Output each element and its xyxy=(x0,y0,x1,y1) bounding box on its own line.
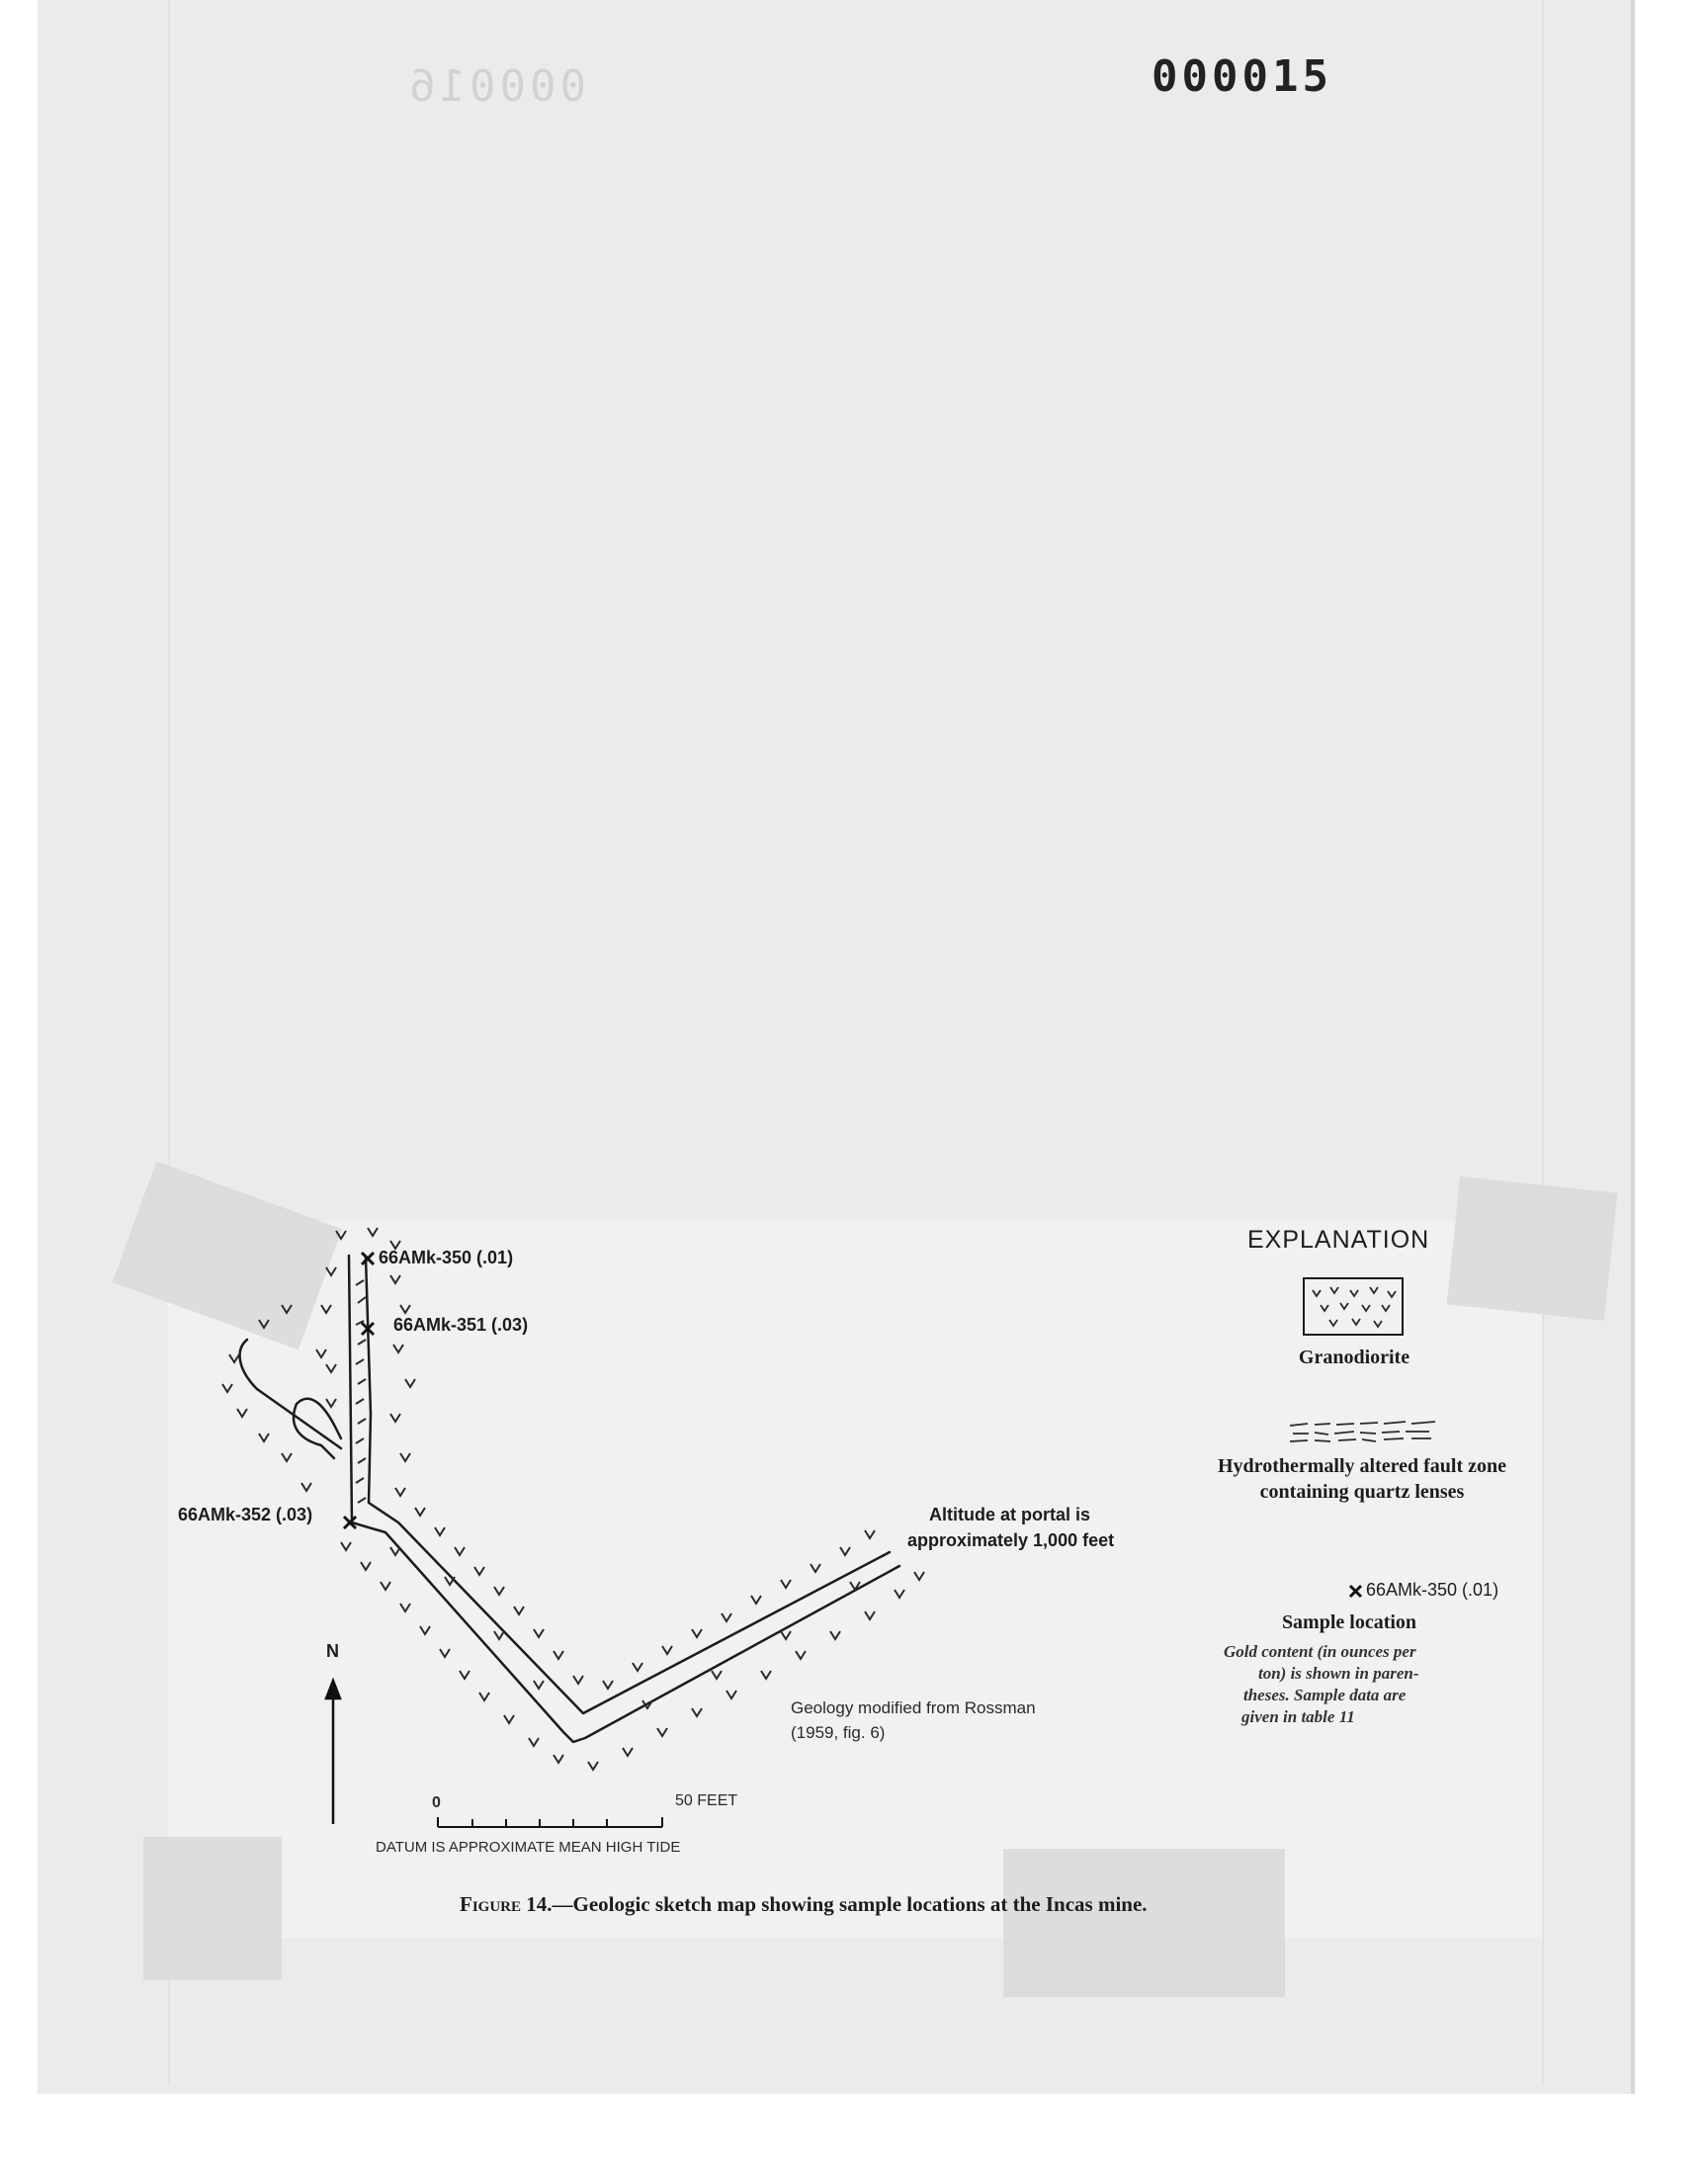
branch-outline xyxy=(240,1340,341,1448)
sample-location-title: Sample location xyxy=(1281,1611,1417,1633)
branch-outline xyxy=(294,1399,341,1458)
figure-label: Figure 14. xyxy=(460,1892,553,1916)
fault-zone-label-line2: containing quartz lenses xyxy=(1259,1481,1465,1503)
sample-example-label: 66AMk-350 (.01) xyxy=(1366,1580,1499,1600)
bleed-through-page-number: 000016 xyxy=(405,61,586,112)
fault-zone-legend-swatch xyxy=(1290,1422,1435,1441)
scale-zero: 0 xyxy=(432,1794,441,1811)
sample-location-icon xyxy=(1350,1586,1361,1597)
sample-label: 66AMk-352 (.03) xyxy=(178,1505,313,1524)
granodiorite-legend-swatch xyxy=(1304,1278,1403,1335)
portal-note-line1: Altitude at portal is xyxy=(929,1505,1091,1524)
sample-desc-line: Gold content (in ounces per xyxy=(1224,1642,1416,1661)
scale-bar xyxy=(438,1817,662,1827)
sample-desc-line: given in table 11 xyxy=(1241,1707,1355,1726)
north-label: N xyxy=(326,1641,339,1661)
north-arrow-icon xyxy=(326,1681,340,1824)
source-note-line1: Geology modified from Rossman xyxy=(791,1698,1036,1717)
fault-zone-label-line1: Hydrothermally altered fault zone xyxy=(1218,1455,1506,1477)
granodiorite-pattern xyxy=(222,1228,924,1770)
page-number: 000015 xyxy=(1152,51,1332,102)
sample-label: 66AMk-350 (.01) xyxy=(379,1248,514,1267)
scale-end-label: 50 FEET xyxy=(675,1792,738,1809)
fault-zone-pattern xyxy=(356,1280,366,1503)
datum-note: DATUM IS APPROXIMATE MEAN HIGH TIDE xyxy=(376,1839,681,1856)
sample-location-icon xyxy=(362,1253,374,1264)
sample-label: 66AMk-351 (.03) xyxy=(393,1315,529,1335)
sample-description xyxy=(1224,1641,1419,1728)
figure-caption xyxy=(460,1892,1148,1917)
granodiorite-label: Granodiorite xyxy=(1298,1347,1410,1368)
sample-desc-line: ton) is shown in paren- xyxy=(1258,1664,1419,1683)
portal-note-line2: approximately 1,000 feet xyxy=(907,1530,1115,1550)
sample-desc-line: theses. Sample data are xyxy=(1243,1686,1407,1704)
figure-caption-text: —Geologic sketch map showing sample locations at the Incas mine. xyxy=(552,1892,1148,1916)
source-note-line2: (1959, fig. 6) xyxy=(791,1723,886,1742)
explanation-title: EXPLANATION xyxy=(1247,1226,1430,1254)
